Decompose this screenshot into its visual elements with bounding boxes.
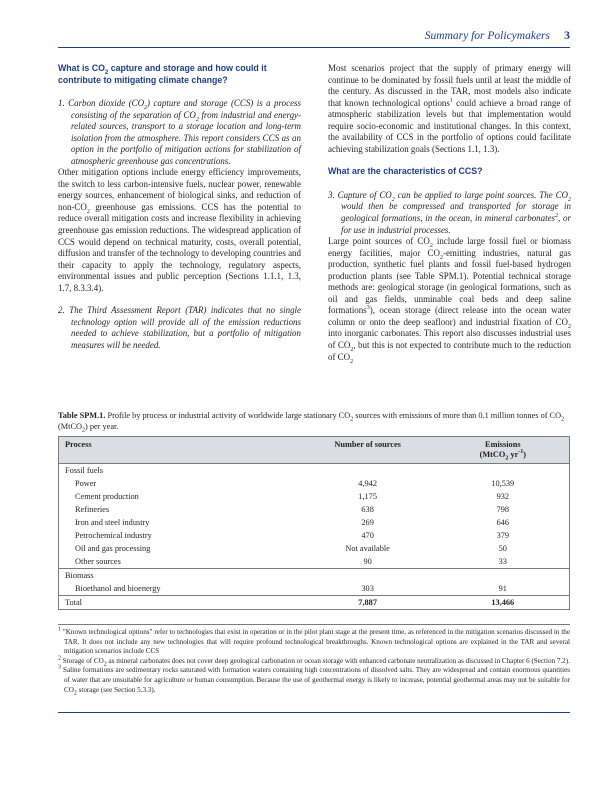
col-header-process: Process bbox=[59, 437, 299, 464]
body-paragraph-scenarios: Most scenarios project that the supply of primary energy will continue to be dominated by fossil fuels until at least the middle of the century. As discussed in the TAR, most models also indicate that known technological options$^1$ could achieve a broad range of atmospheric stabilization levels but that implementation would require socio-economic and institutional changes. In this context, the availability of CCS in the portfolio of options could facilitate achieving stabilization goals (Sections 1.1, 1.3). bbox=[328, 63, 571, 154]
footnote-rule bbox=[58, 624, 570, 625]
table-spm1 bbox=[58, 410, 570, 610]
table-row: Petrochemical industry 470 379 bbox=[75, 531, 510, 540]
bottom-rule bbox=[58, 712, 570, 713]
table-total-row: Total 7,887 13,466 bbox=[59, 596, 570, 610]
header-title: Summary for Policymakers bbox=[424, 30, 550, 42]
table-row: Other sources 90 33 bbox=[75, 557, 507, 566]
section-heading-characteristics: What are the characteristics of CCS? bbox=[328, 166, 483, 177]
table-row: Oil and gas processing Not available 50 bbox=[75, 544, 507, 553]
right-column bbox=[328, 63, 571, 363]
emissions-table bbox=[58, 436, 570, 610]
footnotes bbox=[58, 628, 570, 695]
table-group-row: Biomass bbox=[59, 569, 570, 583]
header-rule bbox=[58, 47, 570, 48]
footnote-3: $^3$ Saline formations are sedimentary rocks saturated with formation waters containing high concentrations of dissolved salts. They are widespread and contain enormous quantities of water that are unsuitable for agriculture or human consumption. Because the use of geothermal energy is likely to increase, potential geothermal areas may not be suitable for $CO_2$ storage (see Section 5.3.3). bbox=[58, 665, 570, 696]
table-row: Refineries 638 798 bbox=[75, 505, 510, 514]
table-row: Power 4,942 10,539 bbox=[75, 479, 515, 488]
table-row: Iron and steel industry 269 646 bbox=[75, 518, 510, 527]
col-header-emissions: Emissions (MtCO$_2$ $yr^{-1}$) bbox=[437, 437, 570, 464]
body-paragraph-mitigation-options: Other mitigation options include energy efficiency improvements, the switch to less carbon-intensive fuels, nuclear power, renewable energy sources, enhancement of biological sinks, and reduction of non-$CO_2$ greenhouse gas emissions. CCS has the potential to reduce overall mitigation costs and increase flexibility in achieving greenhouse gas emission reductions. The widespread application of CCS would depend on technical maturity, costs, overall potential, diffusion and transfer of the technology to developing countries and their capacity to apply the technology, regulatory aspects, environmental issues and public perception (Sections 1.1.1, 1.3, 1.7, 8.3.3.4). bbox=[58, 167, 301, 293]
section-heading-what-is-ccs: What is $CO_2$ capture and storage and how could it contribute to mitigating climate change? bbox=[58, 63, 267, 85]
footnote-1: $^1$ "Known technological options" refer to technologies that exist in operation or in the pilot plant stage at the present time, as referenced in the mitigation scenarios discussed in the TAR. It does not include any new technologies that will require profound technological breakthroughs. Known technological options are explained in the TAR and several mitigation scenarios include CCS bbox=[58, 626, 570, 656]
table-header-row bbox=[59, 437, 570, 464]
table-caption: Table SPM.1. Profile by process or industrial activity of worldwide large stationary $CO_2$ sources with emissions of more than 0.1 million tonnes of $CO_2$ (MtCO$_2$) per year. bbox=[58, 411, 565, 434]
table-row: Cement production 1,175 932 bbox=[75, 492, 510, 501]
table-group-row: Fossil fuels bbox=[59, 464, 570, 478]
body-paragraph-point-sources: Large point sources of $CO_2$ include large fossil fuel or biomass energy facilities, major $CO_2$-emitting industries, natural gas production, synthetic fuel plants and fossil fuel-based hydrogen production plants (see Table SPM.1). Potential technical storage methods are: geological storage (in geological formations, such as oil and gas fields, unminable coal beds and deep saline formations$^3$), ocean storage (direct release into the ocean water column or onto the deep seafloor) and industrial fixation of $CO_2$ into inorganic carbonates. This report also discusses industrial uses of $CO_2$, but this is not expected to contribute much to the reduction of $CO_2$ bbox=[328, 236, 571, 365]
table-row: Bioethanol and bioenergy 303 91 bbox=[75, 584, 507, 593]
page-header bbox=[58, 28, 570, 44]
page-number: 3 bbox=[564, 28, 570, 42]
summary-statement-3: 3. Capture of $CO_2$ can be applied to large point sources. The $CO_2$ would then be compressed and transported for storage in geological formations, in the ocean, in mineral carbonates$^2$, or for use in industrial processes. bbox=[328, 189, 571, 235]
left-column bbox=[58, 63, 301, 351]
col-header-sources: Number of sources bbox=[299, 437, 437, 464]
footnote-2: $^2$ Storage of $CO_2$ as mineral carbonates does not cover deep geological carbonation or ocean storage with enhanced carbonate neutralization as discussed in Chapter 6 (Section 7.2). bbox=[58, 655, 570, 668]
summary-statement-2: 2. The Third Assessment Report (TAR) indicates that no single technology option will provide all of the emission reductions needed to achieve stabilization, but a portfolio of mitigation measures will be needed. bbox=[58, 305, 301, 350]
summary-statement-1: 1. Carbon dioxide $(CO_2)$ capture and storage (CCS) is a process consisting of the separation of $CO_2$ from industrial and energy-related sources, transport to a storage location and long-term isolation from the atmosphere. This report considers CCS as an option in the portfolio of mitigation actions for stabilization of atmospheric greenhouse gas concentrations. bbox=[58, 98, 301, 166]
